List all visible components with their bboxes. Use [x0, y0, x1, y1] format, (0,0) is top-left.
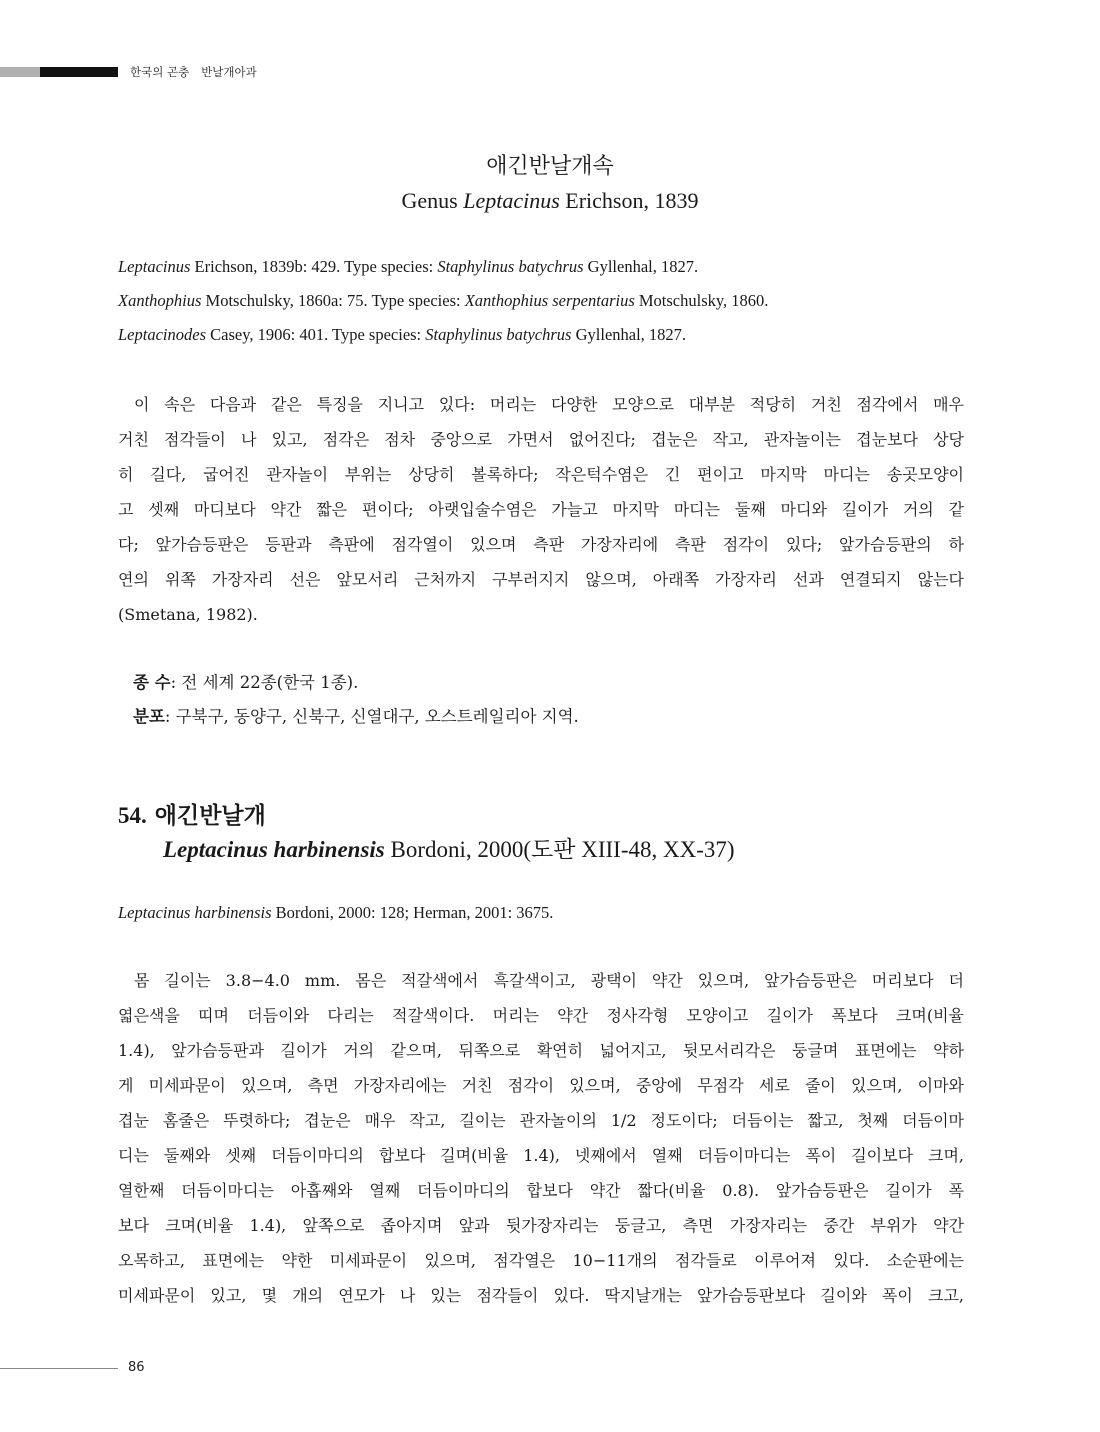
species-reference-name: Leptacinus harbinensis	[118, 903, 272, 922]
species-description-line: 몸 길이는 3.8−4.0 mm. 몸은 적갈색에서 흑갈색이고, 광택이 약간 있으며, 앞가슴등판은 머리보다 더	[134, 971, 964, 990]
synonym-citation: Motschulsky, 1860a: 75. Type species:	[201, 291, 465, 310]
species-korean-name: 애긴반날개	[154, 803, 266, 829]
header-book-title: 한국의 곤충	[130, 65, 190, 79]
page-number: 86	[128, 1360, 145, 1375]
genus-description-line: 다; 앞가슴등판은 등판과 측판에 점각열이 있으며 측판 가장자리에 측판 점각이 있다; 앞가슴등판의 하	[118, 535, 964, 554]
species-description-line: 1.4), 앞가슴등판과 길이가 거의 같으며, 뒤쪽으로 확연히 넓어지고, 뒷모서리각은 둥글며 표면에는 약하	[118, 1041, 964, 1060]
species-description-line: 오목하고, 표면에는 약한 미세파문이 있으며, 점각열은 10−11개의 점각들로 이루어져 있다. 소순판에는	[118, 1251, 964, 1270]
synonym-name: Leptacinus	[118, 257, 191, 276]
genus-description-line: 고 셋째 마디보다 약간 짧은 편이다; 아랫입술수염은 가늘고 마지막 마디는 둘째 마디와 길이가 거의 같	[118, 500, 964, 519]
type-author: Gyllenhal, 1827.	[571, 325, 687, 344]
synonym-citation: Erichson, 1839b: 429. Type species:	[190, 257, 438, 276]
species-description-line: 게 미세파문이 있으며, 측면 가장자리에는 거친 점각이 있으며, 중앙에 무점각 세로 줄이 있으며, 이마와	[118, 1076, 964, 1095]
species-description-line: 디는 둘째와 셋째 더듬이마디의 합보다 길며(비율 1.4), 넷째에서 열째 더듬이마디는 폭이 길이보다 크며,	[118, 1146, 964, 1165]
type-species: Xanthophius serpentarius	[464, 291, 635, 310]
species-count	[133, 672, 358, 694]
synonym-citation: Casey, 1906: 401. Type species:	[206, 325, 426, 344]
header-bar-gray	[0, 67, 40, 77]
species-latin-name: Leptacinus harbinensis	[163, 837, 385, 862]
genus-latin-name: Leptacinus	[463, 188, 560, 213]
species-description-line: 엷은색을 띠며 더듬이와 다리는 적갈색이다. 머리는 약간 정사각형 모양이고 길이가 폭보다 크며(비율	[118, 1006, 964, 1025]
species-number: 54.	[118, 803, 147, 828]
footer-rule	[0, 1368, 118, 1369]
running-header	[0, 67, 1100, 79]
synonym-name: Leptacinodes	[118, 325, 206, 344]
species-plates: (도판 XIII-48, XX-37)	[523, 837, 735, 862]
species-reference-text: Bordoni, 2000: 128; Herman, 2001: 3675.	[271, 903, 554, 922]
distribution-label: 분포	[133, 707, 165, 726]
type-author: Motschulsky, 1860.	[634, 291, 769, 310]
genus-korean-title: 애긴반날개속	[486, 154, 614, 179]
type-species: Staphylinus batychrus	[437, 257, 584, 276]
species-scientific-line	[163, 835, 735, 865]
species-description-line: 보다 크며(비율 1.4), 앞쪽으로 좁아지며 앞과 뒷가장자리는 둥글고, 측면 가장자리는 중간 부위가 약간	[118, 1216, 964, 1235]
genus-description-line: (Smetana, 1982).	[118, 605, 258, 624]
species-description-line: 열한째 더듬이마디는 아홉째와 열째 더듬이마디의 합보다 약간 짧다(비율 0.8). 앞가슴등판은 길이가 폭	[118, 1181, 964, 1200]
genus-latin-title	[0, 186, 1100, 216]
species-heading	[118, 801, 266, 831]
species-count-label: 종 수	[133, 673, 171, 692]
synonym-line	[118, 325, 978, 345]
distribution	[133, 706, 579, 728]
species-author-year: Bordoni, 2000	[384, 837, 524, 862]
genus-description-line: 이 속은 다음과 같은 특징을 지니고 있다: 머리는 다양한 모양으로 대부분 적당히 거친 점각에서 매우	[134, 395, 964, 414]
genus-prefix: Genus	[401, 188, 458, 213]
genus-author-year: Erichson, 1839	[565, 188, 699, 213]
type-species: Staphylinus batychrus	[425, 325, 572, 344]
species-description-line: 겹눈 홈줄은 뚜렷하다; 겹눈은 매우 작고, 길이는 관자놀이의 1/2 정도이다; 더듬이는 짧고, 첫째 더듬이마	[118, 1111, 964, 1130]
species-count-value: : 전 세계 22종(한국 1종).	[170, 673, 359, 692]
genus-description-line: 연의 위쪽 가장자리 선은 앞모서리 근처까지 구부러지지 않으며, 아래쪽 가장자리 선과 연결되지 않는다	[118, 570, 964, 589]
header-text	[130, 64, 257, 80]
synonym-line	[118, 291, 978, 311]
species-description-line: 미세파문이 있고, 몇 개의 연모가 나 있는 점각들이 있다. 딱지날개는 앞가슴등판보다 길이와 폭이 크고,	[118, 1286, 964, 1305]
header-bar-black	[40, 67, 118, 77]
synonym-line	[118, 257, 978, 277]
distribution-value: : 구북구, 동양구, 신북구, 신열대구, 오스트레일리아 지역.	[164, 707, 579, 726]
synonym-name: Xanthophius	[118, 291, 202, 310]
species-reference	[118, 903, 978, 923]
header-family: 반날개아과	[201, 65, 257, 79]
genus-description-line: 거친 점각들이 나 있고, 점각은 점차 중앙으로 가면서 없어진다; 겹눈은 작고, 관자놀이는 겹눈보다 상당	[118, 430, 964, 449]
type-author: Gyllenhal, 1827.	[583, 257, 699, 276]
genus-description-line: 히 길다, 굽어진 관자놀이 부위는 상당히 볼록하다; 작은턱수염은 긴 편이고 마지막 마디는 송곳모양이	[118, 465, 964, 484]
